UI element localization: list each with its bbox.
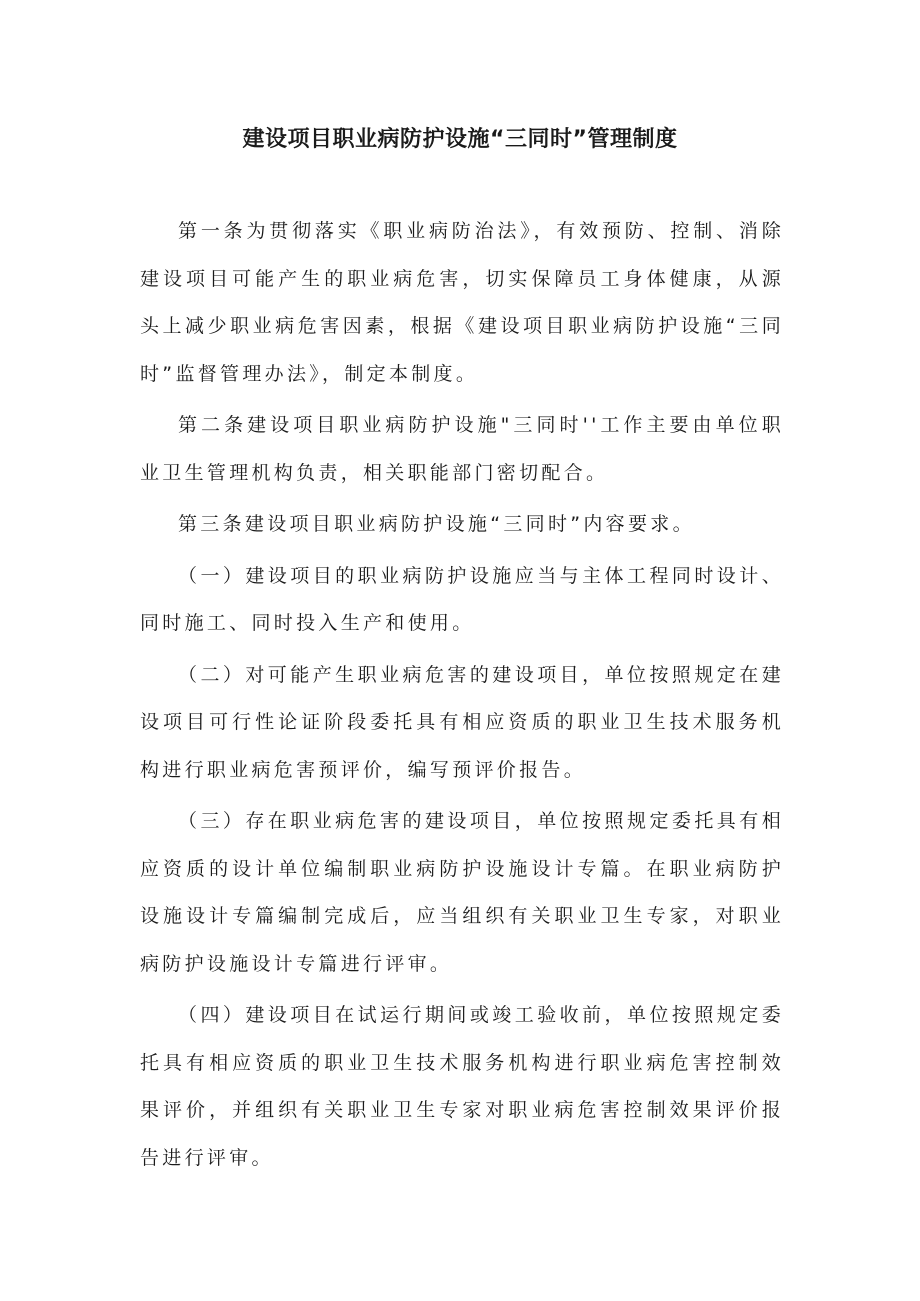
document-body	[140, 208, 784, 1182]
document-title: 建设项目职业病防护设施“三同时”管理制度	[242, 127, 678, 152]
article-1-paragraph: 第一条为贯彻落实《职业病防治法》，有效预防、控制、消除建设项目可能产生的职业病危害，切实保障员工身体健康，从源头上减少职业病危害因素，根据《建设项目职业病防护设施“三同时”监督管理办法》，制定本制度。	[140, 220, 784, 385]
article-3-paragraph: 第三条建设项目职业病防护设施“三同时”内容要求。	[178, 513, 695, 535]
item-3-paragraph: （三）存在职业病危害的建设项目，单位按照规定委托具有相应资质的设计单位编制职业病防护设施设计专篇。在职业病防护设施设计专篇编制完成后，应当组织有关职业卫生专家，对职业病防护设施设计专篇进行评审。	[140, 810, 784, 975]
item-4-paragraph: （四）建设项目在试运行期间或竣工验收前，单位按照规定委托具有相应资质的职业卫生技术服务机构进行职业病危害控制效果评价，并组织有关职业卫生专家对职业病危害控制效果评价报告进行评审。	[140, 1004, 784, 1169]
item-2-paragraph: （二）对可能产生职业病危害的建设项目，单位按照规定在建设项目可行性论证阶段委托具有相应资质的职业卫生技术服务机构进行职业病危害预评价，编写预评价报告。	[140, 663, 784, 781]
item-1-paragraph: （一）建设项目的职业病防护设施应当与主体工程同时设计、同时施工、同时投入生产和使用。	[140, 564, 784, 634]
article-2-paragraph: 第二条建设项目职业病防护设施"三同时''工作主要由单位职业卫生管理机构负责，相关职能部门密切配合。	[140, 414, 784, 484]
